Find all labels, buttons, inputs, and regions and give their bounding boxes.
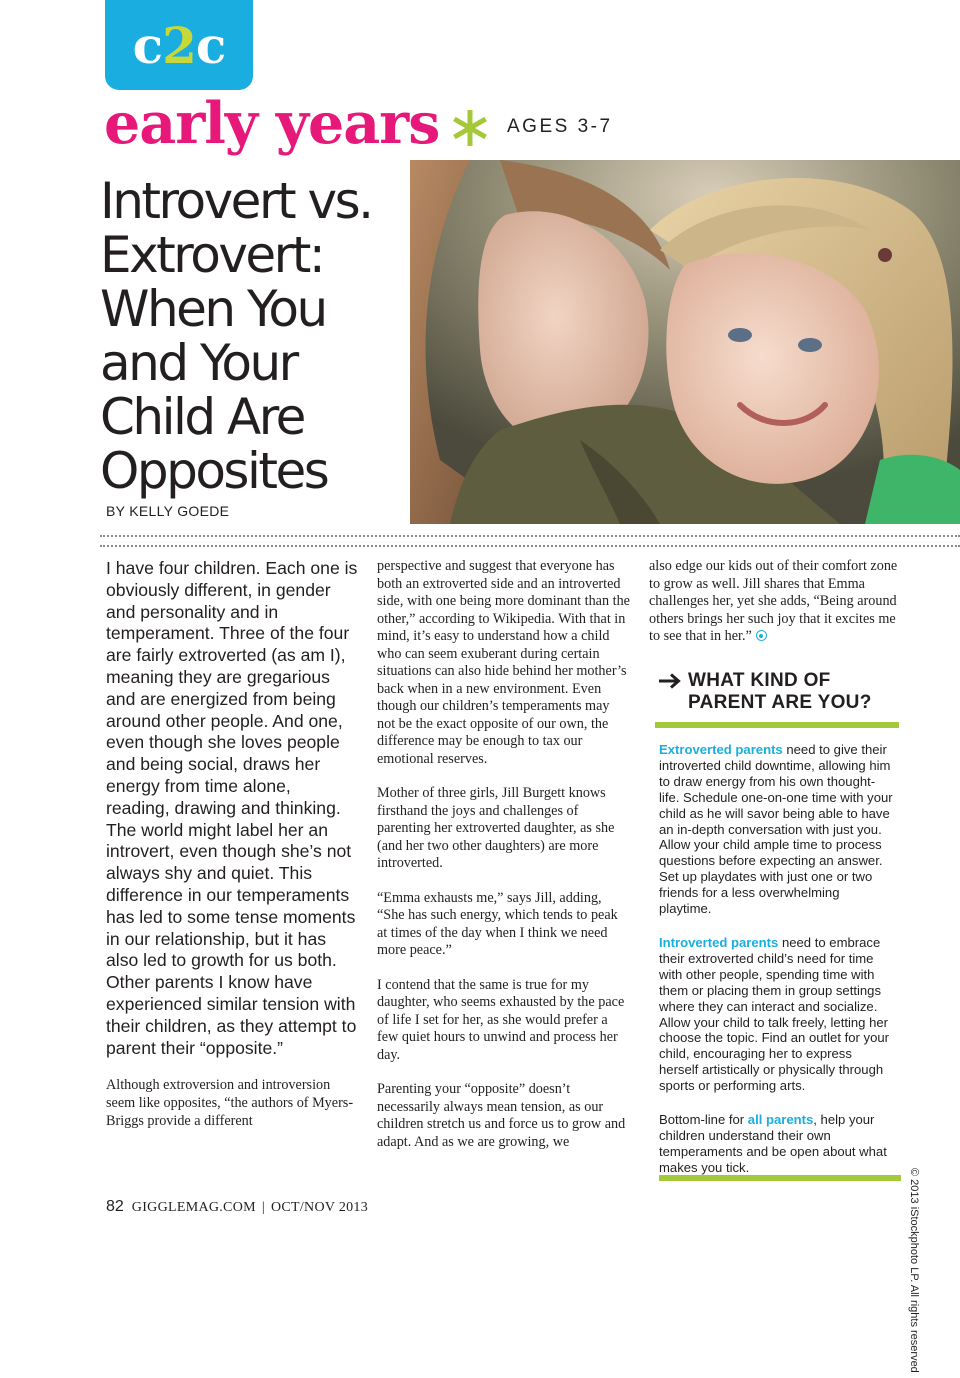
- article-column-1: [106, 558, 358, 1130]
- body-paragraph: Parenting your “opposite” doesn’t necessarily always mean tension, as our children stretch us and force us to grow and adapt. And as we are growing, we: [377, 1081, 626, 1150]
- body-paragraph: Although extroversion and introversion seem like opposites, “the authors of Myers-Briggs provide a different: [106, 1077, 354, 1129]
- sidebar-heading: [655, 670, 899, 714]
- article-column-2: [377, 558, 631, 1168]
- logo-digit-2: 2: [162, 16, 196, 75]
- sidebar-body: [655, 728, 899, 1176]
- logo-letter-c2: c: [195, 16, 226, 75]
- tip-text: , help your children understand their own temperaments and be open about what makes you tick.: [659, 1112, 887, 1175]
- body-paragraph-text: also edge our kids out of their comfort zone to grow as well. Jill shares that Emma challenges her, yet she adds, “Being around others brings her such joy that it excites me to see that in her.”: [649, 558, 898, 644]
- body-paragraph: perspective and suggest that everyone has both an extroverted side and an introverted side, with one being more dominant than the other,” according to Wikipedia. With that in mind, it’s easy to understand how a child who can seem exuberant during certain situations can also hide behind her mother’s back when in a new environment. Even though our children’s temperaments may not be the exact opposite of our own, the difference may be enough to tax our emotional reserves.: [377, 558, 630, 767]
- tip-text: need to embrace their extroverted child’s need for time with other people, spending time with them or placing them in group settings where they can interact and socialize. Allow your child to talk freely, letting her choose the topic. Find an outlet for your child, encouraging her to express herself artistically or physically through sports or performing arts.: [659, 934, 890, 1094]
- sidebar-heading-line-1: WHAT KIND OF: [688, 670, 831, 691]
- logo-letter-c1: c: [132, 16, 163, 75]
- headline-line: Extrovert:: [100, 226, 324, 284]
- sidebar-rule-bottom: [659, 1175, 901, 1181]
- tip-highlight: Extroverted parents: [659, 742, 783, 757]
- headline-line: When You: [100, 280, 326, 338]
- tip-highlight: all parents: [747, 1112, 814, 1128]
- headline-line: Introvert vs.: [100, 172, 372, 230]
- tip-highlight: Introverted parents: [659, 934, 779, 950]
- page-footer: [106, 1198, 368, 1216]
- brand-logo: [105, 16, 253, 76]
- body-paragraph: “Emma exhausts me,” says Jill, adding, “She has such energy, which tends to peak at times of the day when I think we need more peace.”: [377, 889, 618, 958]
- hero-photo: [410, 160, 960, 524]
- article-column-3: [649, 558, 901, 663]
- footer-issue: OCT/NOV 2013: [270, 1200, 369, 1215]
- section-title: early years: [104, 90, 440, 157]
- sidebar-tip: [659, 1112, 893, 1176]
- headline-line: Child Are: [100, 388, 304, 446]
- ages-label: AGES 3-7: [507, 116, 613, 137]
- lead-paragraph: I have four children. Each one is obviously different, in gender and personality and in temperament. Three of the four are fairly extroverted (as am I), meaning they are gregarious and are energized from being around other people. And one, even though she loves people and being social, draws her energy from time alone, reading, drawing and thinking. The world might label her an introvert, even though she’s not always shy and quiet. This difference in our temperaments has led to some tense moments in our relationship, but it has also led to growth for us both. Other parents I know have experienced similar tension with their children, as they attempt to parent their “opposite.”: [106, 558, 358, 1058]
- body-paragraph: [649, 558, 901, 646]
- page-number: 82: [106, 1198, 124, 1215]
- footer-site: GIGGLEMAG.COM: [131, 1200, 256, 1215]
- sidebar-tip: [659, 935, 893, 1094]
- headline-line: and Your: [100, 334, 297, 392]
- body-paragraph: Mother of three girls, Jill Burgett knows firsthand the joys and challenges of parenting her extroverted daughter, as she (and her two other daughters) are more introverted.: [377, 785, 615, 871]
- arrow-right-icon: [658, 673, 682, 689]
- body-paragraph: I contend that the same is true for my daughter, who seems exhausted by the pace of life I set for her, as she would prefer a few quiet hours to unwind and process her day.: [377, 976, 625, 1063]
- article-headline: [100, 174, 400, 498]
- sidebar-tip: [659, 742, 893, 917]
- tip-text: need to give their introverted child downtime, allowing him to draw energy from his own thought-life. Schedule one-on-one time with your child as he will savor being able to have an in-depth conversation with just you. Allow your child ample time to process questions before expecting an answer. Set up playdates with just one or two friends for a less overwhelming playtime.: [659, 742, 893, 917]
- headline-line: Opposites: [100, 442, 328, 500]
- end-of-article-icon: [756, 630, 767, 641]
- dotted-rule-top: [100, 535, 960, 537]
- asterisk-icon: [450, 108, 490, 148]
- footer-separator: |: [261, 1200, 265, 1215]
- photo-mother-and-daughter-illustration: [410, 160, 960, 524]
- byline: BY KELLY GOEDE: [106, 503, 230, 519]
- sidebar-parent-tips: [655, 670, 899, 1194]
- sidebar-heading-line-2: PARENT ARE YOU?: [688, 692, 872, 713]
- photo-credit: © 2013 iStockphoto LP. All rights reserved: [908, 1168, 920, 1373]
- tip-text: Bottom-line for: [659, 1112, 748, 1128]
- dotted-rule-bottom: [100, 545, 960, 547]
